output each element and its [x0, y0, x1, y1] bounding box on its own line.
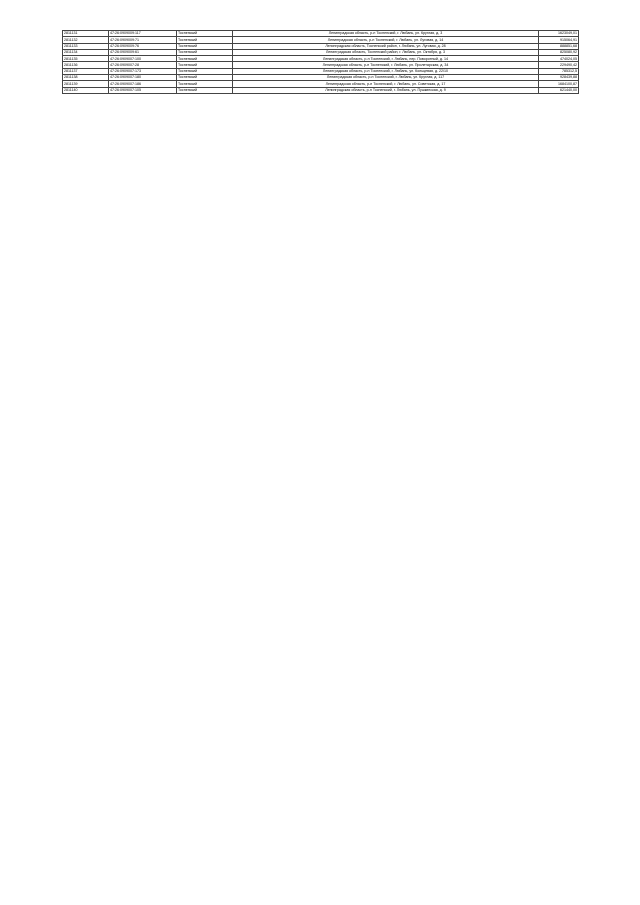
- cell-value: 928439,88: [539, 75, 579, 81]
- cell-district: Тосненский: [177, 31, 233, 37]
- cell-address: Ленинградская область, р-н Тосненский, г. Любань, ул. Круглая, д. 117: [233, 75, 539, 81]
- cell-district: Тосненский: [177, 49, 233, 55]
- cell-address: Ленинградская область, р-н Тосненский, г. Любань, ул. Пушкинская, д. 9: [233, 87, 539, 93]
- cell-cadastral-number: 47:26:0909009:117: [109, 31, 177, 37]
- cell-value: 825080,92: [539, 49, 579, 55]
- cell-district: Тосненский: [177, 62, 233, 68]
- cell-id: 2811137: [63, 68, 109, 74]
- cell-cadastral-number: 47:26:0909009:61: [109, 49, 177, 55]
- cell-cadastral-number: 47:26:0909009:71: [109, 37, 177, 43]
- cell-value: 888851,68: [539, 43, 579, 49]
- cell-address: Ленинградская область, р-н Тосненский, г. Любань, пер. Поворотный, д. 14: [233, 56, 539, 62]
- register-table: [62, 30, 579, 94]
- cell-district: Тосненский: [177, 43, 233, 49]
- cell-cadastral-number: 47:26:0909007:180: [109, 75, 177, 81]
- cell-district: Тосненский: [177, 68, 233, 74]
- cell-cadastral-number: 47:26:0909007:186: [109, 81, 177, 87]
- cell-district: Тосненский: [177, 87, 233, 93]
- cell-id: 2811132: [63, 37, 109, 43]
- cell-district: Тосненский: [177, 56, 233, 62]
- cell-cadastral-number: 47:26:0909007:173: [109, 68, 177, 74]
- cell-value: 621440,00: [539, 87, 579, 93]
- cell-id: 2811136: [63, 62, 109, 68]
- cell-address: Ленинградская область, Тосненский район, г. Любань, ул. Октября, д. 3: [233, 49, 539, 55]
- cell-id: 2811133: [63, 43, 109, 49]
- cell-id: 2811139: [63, 81, 109, 87]
- cell-value: 1684100,87: [539, 81, 579, 87]
- cell-id: 2811131: [63, 31, 109, 37]
- cell-cadastral-number: 47:26:0909007:105: [109, 87, 177, 93]
- cell-address: Ленинградская область, р-н Тосненский, г. Любань, ул. Советская, д. 17: [233, 81, 539, 87]
- cell-cadastral-number: 47:26:0909007:28: [109, 62, 177, 68]
- cell-value: 229490,42: [539, 62, 579, 68]
- cell-district: Тосненский: [177, 37, 233, 43]
- cell-district: Тосненский: [177, 75, 233, 81]
- cell-id: 2811138: [63, 75, 109, 81]
- cell-value: 474024,05: [539, 56, 579, 62]
- cell-value: 785312,5: [539, 68, 579, 74]
- cell-cadastral-number: 47:26:0909009:76: [109, 43, 177, 49]
- cell-id: 2811140: [63, 87, 109, 93]
- cell-address: Ленинградская область, р-н Тосненский, г. Любань, ул. Круглая, д. 3: [233, 31, 539, 37]
- cell-address: Ленинградская область, Тосненский район, г. Любань, ул. Луговая, д. 28: [233, 43, 539, 49]
- cell-id: 2811134: [63, 49, 109, 55]
- cell-cadastral-number: 47:26:0909007:100: [109, 56, 177, 62]
- document-page: [62, 30, 578, 94]
- cell-id: 2811135: [63, 56, 109, 62]
- cell-address: Ленинградская область, р-н Тосненский, г. Любань, ул. Кольцевая, д. 22/10: [233, 68, 539, 74]
- table-row: [63, 87, 579, 93]
- cell-address: Ленинградская область, р-н Тосненский, г. Любань, ул. Пролетарская, д. 34: [233, 62, 539, 68]
- cell-value: 1623049,01: [539, 31, 579, 37]
- cell-address: Ленинградская область, р-н Тосненский, г. Любань, ул. Луговая, д. 14: [233, 37, 539, 43]
- cell-district: Тосненский: [177, 81, 233, 87]
- cell-value: 915064,91: [539, 37, 579, 43]
